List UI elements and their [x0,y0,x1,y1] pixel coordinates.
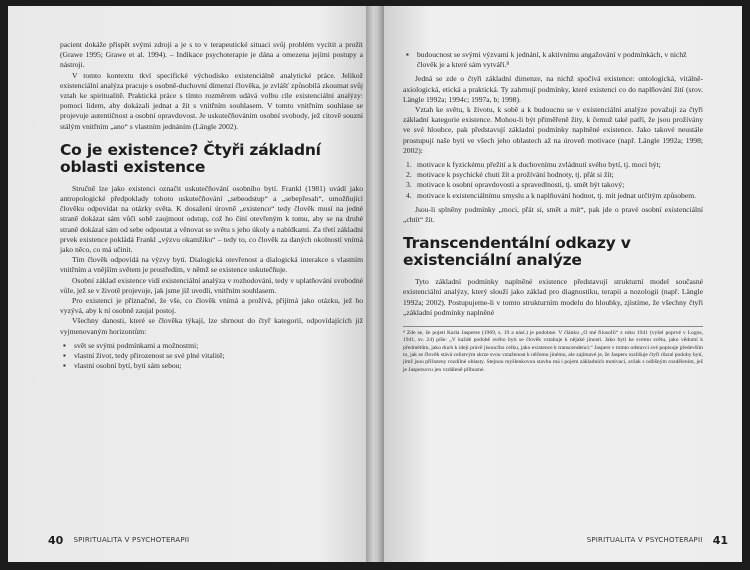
footnote: ⁸ Zde se, že pojetí Karla Jaspersе (1969, s. 19 a násl.) je podobné. V článku „O mé filosofii“ z roku 1941 (vyšel poprvé v Logos, 1941, sv. 24) píše: „V každé podobě svého bytí se člověk vztahuje k nějaké jinosti. Jako bytí ke svému světu, jako vědomí k předmětům, jako duch k ideji právě jisoucího celku, jako existence k transcendenci.“ Jaspers v tomto odstavci své popisuje především to, jak se člověk stává celistvým skrze svou vztaženost k něčemu jinému, ale zajímavé je, že Jaspers rozlišuje čtyři různé podoby bytí, jimž jsou přiřazeny rozdílné oblasty. Stejnou myšlenkovou stavbu má i pojem základních motivací, avšak s odlišným rozdělením, jež je Jaspersovu jen vzdáleně příbuzné. [403,330,703,373]
list-item: 1. motivace k fyzickému přežití a k duchovnímu zvládnutí svého bytí, tj. moci být; [406,160,661,170]
right-paragraph-2: Vztah ke světu, k životu, k sobě a k budoucnu se v existenciální analýze považují za čtyři základní kategorie existence. Mohou-li být přiměřeně žity, k čemuž také patří, že jsou prožívány ve své hloubce, pak představují základní podmínky naplněné existence. Jako takové neustále prostupují naše bytí ve všech jeho oblastech až na úroveň motivace (např. Längle 1992a; 1998; 2002): [403,105,703,155]
list-item: 2. motivace k psychické chuti žít a prožívání hodnoty, tj. přát si žít; [406,170,614,180]
list-item: 3. motivace k osobní opravdovosti a spravedlnosti, tj. smět být takový; [406,180,625,190]
list-item: ▪ svět se svými podmínkami a možnostmi; [60,341,363,351]
list-item: ▪ budoucnost se svými výzvami k jednání, k aktivnímu angažování v podmínkách, v nichž člověk je a které sám vytváří.⁸ [403,50,703,70]
footnote-block [403,326,703,374]
right-numbered-list [403,160,703,201]
left-paragraph-1: pacient dokáže přispět svými zdroji a je s to v terapeutické situaci svůj problém vycítit a prožít (Grawe 1995; Grawe et al. 1994). – Indikace psychoterapie je dána a omezena jejími postupy a nástroji. [60,40,363,70]
left-footer [48,532,189,548]
left-page [8,6,375,562]
left-paragraph-7: Všechny danosti, které se člověka týkají, lze shrnout do čtyř kategorií, odpovídajících již vyjmenovaným horizontům: [60,316,363,336]
book-gutter [366,6,384,562]
page-number: 41 [712,533,728,547]
left-paragraph-5: Osobní základ existence vidí existenciální analýza v rozhodování, tedy v uplatňování svobodné vůle, jež se v životě projevuje, jak jsme již uvedli, vnitřním souhlasem. [60,275,363,295]
left-paragraph-3: Stručně lze jako existenci označit uskutečňování osobního bytí. Frankl (1981) uvádí jako antropologické předpoklady tohoto uskutečňování „sebeodstup“ a „sebepřesah“, umožňující člověku odpovídat na otázky světa. K dosažení úrovně „existence“ tedy člověk musí na jedné straně dokázat sám vůči sobě zaujmout odstup, což ho činí otevřeným k tomu, aby se na druhé straně dokázal sám od sebe odpoutat a věnovat se světu s jeho úkoly a nabídkami. Za třetí základní prvek existence pokládá Frankl „výzvu okamžiku“ – tedy to, co člověk za daných okolností vnímá jako něco, co má učinit. [60,183,363,255]
list-item: ▪ vlastní život, tedy přirozenost se své plné vitalitě; [60,351,363,361]
right-section-heading: Transcendentální odkazy v existenciální analýze [403,234,631,270]
list-item: 4. motivace k existenciálnímu smyslu a k naplňování hodnot, tj. mít jednat určitým způsobem. [406,190,697,200]
right-paragraph-3: Jsou-li splněny podmínky „moci, přát si, smět a mít“, pak jde o pravé osobní existenciální „chtít“ žít. [403,204,703,225]
right-paragraph-1: Jedná se zde o čtyři základní dimenze, na nichž spočívá existence: ontologická, vitálně-axiologická, etická a praktická. Ty zahrnují podmínky, které existenci co do naplňování žití (srov. Längle 1992a; 1994c; 1997a, b; 1998). [403,74,703,104]
running-head: SPIRITUALITA V PSYCHOTERAPII [586,536,703,544]
running-head: SPIRITUALITA V PSYCHOTERAPII [73,536,190,544]
book-spread [8,6,742,562]
page-number: 40 [48,533,64,547]
left-bullet-list [60,341,363,372]
right-bullet-list [403,50,703,70]
left-paragraph-6: Pro existenci je příznačné, že vše, co člověk vnímá a prožívá, přijímá jako otázku, jež ho vyzývá, aby k ní osobně zaujal postoj. [60,296,363,316]
list-item: ▪ vlastní osobní bytí, bytí sám sebou; [60,361,363,371]
left-paragraph-2: V tomto kontextu tkví specifické východisko existenciálně analytické práce. Jelikož existenciální analýza pracuje s osobně-duchovní dimenzí člověka, je zvlášť způsobilá zkoumat svůj vztah ke spiritualitě. Praktická práce s tímto rozměrem udává volbu cíle existenciální analýzy: pomoci lidem, aby dokázali jednat a žít s vnitřním souhlasem. V tomto vnitřním souhlase se projevuje autentičnost a osobní opravdovost. Je uskutečňováním osobní svobody, jež citově souzní stálým vnitřním „ano“ s vlastním jednáním (Längle 2002). [60,70,363,131]
left-page-content [60,40,363,375]
right-paragraph-4: Tyto základní podmínky naplněné existence představují strukturní model současné existenciální analýzy, který slouží jako základ pro diagnostiku, terapii a nozologii (např. Längle 1992a; 2002). Postupujeme-li v tomto strukturním modelu do hloubky, zjistíme, že všechny čtyři „základní podmínky naplněné [403,277,703,317]
right-page [375,6,742,562]
left-section-heading: Co je existence? Čtyři základní oblasti existence [60,140,321,176]
right-page-content [403,46,703,374]
left-paragraph-4: Tím člověk odpovídá na výzvy bytí. Dialogická otevřenost a dialogická interakce s vlastním vnitřním a vnějším světem je prostředím, v němž se existence uskutečňuje. [60,255,363,275]
right-footer [587,532,728,548]
